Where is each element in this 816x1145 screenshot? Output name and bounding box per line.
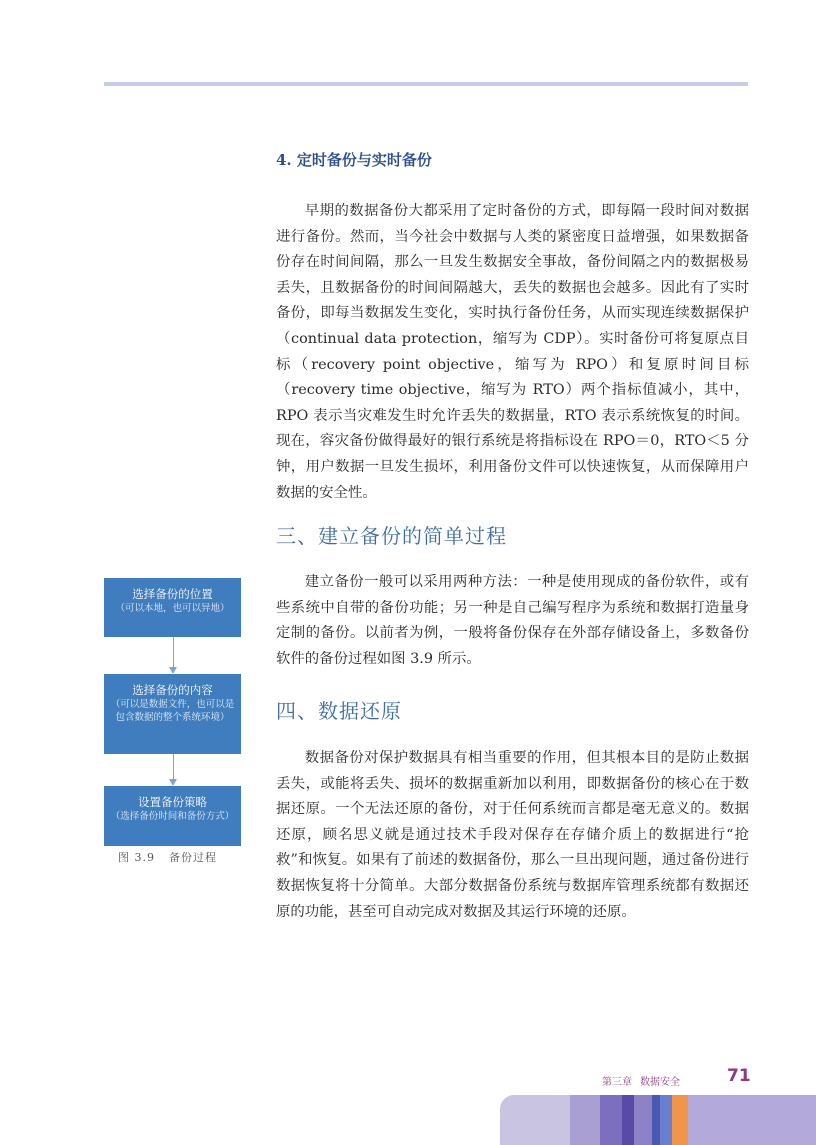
footer-band <box>622 1095 634 1145</box>
flow-step-title: 选择备份的内容 <box>132 683 213 697</box>
footer-band <box>570 1095 600 1145</box>
footer-chapter-label <box>602 1073 680 1088</box>
flow-step-title: 选择备份的位置 <box>132 587 213 601</box>
footer-band <box>600 1095 622 1145</box>
flow-step-note: （可以本地，也可以异地） <box>115 603 230 614</box>
paragraph-data-restore: 数据备份对保护数据具有相当重要的作用，但其根本目的是防止数据丢失，或能将丢失、损坏的数据重新加以利用，即数据备份的核心在于数据还原。一个无法还原的备份，对于任何系统而言都是毫无意义的。数据还原，顾名思义就是通过技术手段对保存在存储介质上的数据进行“抢救”和恢复。如果有了前述的数据备份，那么一旦出现问题，通过备份进行数据恢复将十分简单。大部分数据备份系统与数据库管理系统都有数据还原的功能，甚至可自动完成对数据及其运行环境的还原。 <box>276 750 749 920</box>
figure-title: 备份过程 <box>169 851 217 864</box>
flow-connector <box>173 754 174 779</box>
paragraph-scheduled-realtime-backup: 早期的数据备份大都采用了定时备份的方式，即每隔一段时间对数据进行备份。然而，当今社会中数据与人类的紧密度日益增强，如果数据备份存在时间间隔，那么一旦发生数据安全事故，备份间隔之内的数据极易丢失，且数据备份的时间间隔越大，丢失的数据也会越多。因此有了实时备份，即每当数据发生变化，实时执行备份任务，从而实现连续数据保护（continual data protection，缩写为 CDP）。实时备份可将复原点目标（recovery point objective，缩写为 RPO）和复原时间目标（recovery time objective，缩写为 RTO）两个指标值减小，其中，RPO 表示当灾难发生时允许丢失的数据量，RTO 表示系统恢复的时间。现在，容灾备份做得最好的银行系统是将指标设在 RPO＝0，RTO＜5 分钟，用户数据一旦发生损坏，利用备份文件可以快速恢复，从而保障用户数据的安全性。 <box>276 203 749 501</box>
footer-band <box>652 1095 660 1145</box>
flow-step-content <box>104 674 241 754</box>
footer-band <box>688 1095 816 1145</box>
top-rule <box>104 82 748 86</box>
page-number: 71 <box>727 1066 751 1086</box>
flow-step-location <box>104 578 241 637</box>
flow-connector <box>173 637 174 667</box>
footer-band <box>660 1095 672 1145</box>
footer-band <box>634 1095 652 1145</box>
arrow-down-icon <box>169 667 177 674</box>
flow-step-note: （可以是数据文件，也可以是包含数据的整个系统环境） <box>110 699 235 723</box>
footer-band <box>672 1095 688 1145</box>
footer-chapter-title: 数据安全 <box>640 1077 680 1088</box>
arrow-down-icon <box>169 779 177 786</box>
paragraph-backup-methods: 建立备份一般可以采用两种方法：一种是使用现成的备份软件，或有些系统中自带的备份功能；另一种是自己编写程序为系统和数据打造量身定制的备份。以前者为例，一般将备份保存在外部存储设备上，多数备份软件的备份过程如图 3.9 所示。 <box>276 574 749 667</box>
figure-number: 图 3.9 <box>118 851 155 864</box>
footer-band <box>500 1095 570 1145</box>
flow-step-title: 设置备份策略 <box>138 795 207 809</box>
flow-step-strategy <box>104 786 241 846</box>
footer-decoration <box>0 1095 816 1145</box>
section-title-data-restore: 四、数据还原 <box>276 699 402 723</box>
footer-chapter-number: 第三章 <box>602 1077 632 1088</box>
flow-step-note: （选择备份时间和备份方式） <box>110 811 235 822</box>
figure-caption <box>118 849 217 865</box>
section-title-backup-process: 三、建立备份的简单过程 <box>276 524 507 548</box>
subsection-title: 4. 定时备份与实时备份 <box>276 151 432 169</box>
